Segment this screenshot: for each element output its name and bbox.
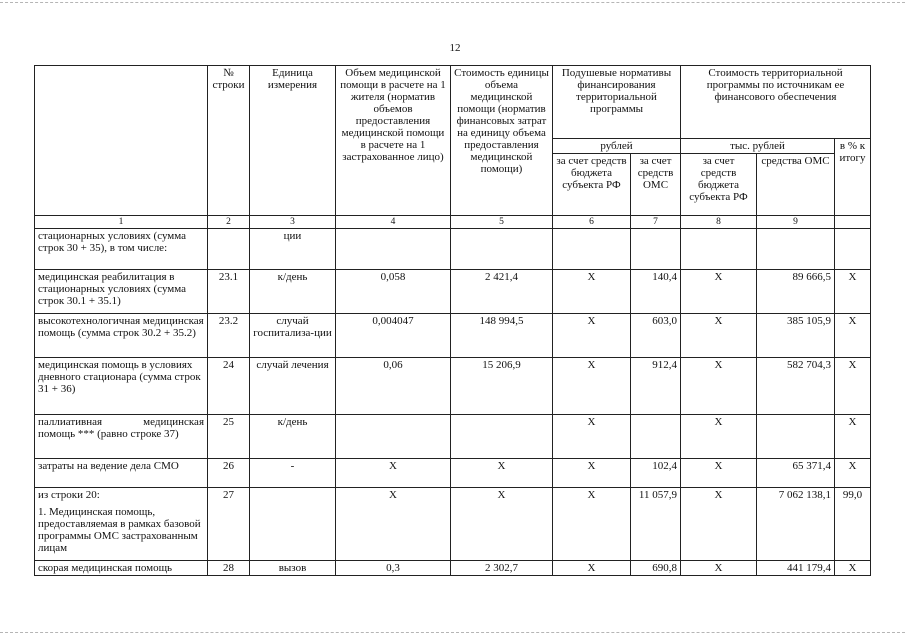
header-description [35, 66, 208, 216]
column-number: 5 [451, 216, 553, 229]
row-unit: ции [250, 229, 336, 270]
table-row [35, 415, 871, 459]
column-number: 8 [681, 216, 757, 229]
scan-border-bottom [0, 632, 905, 634]
row-col6: 140,4 [631, 270, 681, 314]
row-col7: Х [681, 415, 757, 459]
table-row [35, 358, 871, 415]
row-unit: случай лечения [250, 358, 336, 415]
row-number: 23.2 [208, 314, 250, 358]
row-col9: Х [835, 459, 871, 488]
row-col8: 7 062 138,1 [757, 488, 835, 561]
row-description-cell [35, 488, 208, 561]
row-description: стационарных условиях (сумма строк 30 + 35), в том числе: [35, 229, 208, 270]
row-number: 28 [208, 561, 250, 576]
row-description: медицинская помощь в условиях дневного стационара (сумма строк 31 + 36) [35, 358, 208, 415]
row-col7: Х [681, 314, 757, 358]
header-unit: Единица измерения [250, 66, 336, 216]
row-unit-cost: Х [451, 488, 553, 561]
row-volume: 0,06 [336, 358, 451, 415]
row-col9: Х [835, 358, 871, 415]
row-col7: Х [681, 459, 757, 488]
row-col7: Х [681, 488, 757, 561]
row-unit-cost: 2 421,4 [451, 270, 553, 314]
row-unit-cost: 148 994,5 [451, 314, 553, 358]
row-col7 [681, 229, 757, 270]
header-budget-col7: за счет средств бюджета субъекта РФ [681, 154, 757, 216]
row-volume: Х [336, 459, 451, 488]
scan-border-top [0, 2, 905, 4]
row-col6: 11 057,9 [631, 488, 681, 561]
row-col6: 690,8 [631, 561, 681, 576]
row-unit-cost [451, 229, 553, 270]
row-volume [336, 229, 451, 270]
row-col7: Х [681, 358, 757, 415]
row-col6 [631, 229, 681, 270]
header-volume: Объем медицинской помощи в расчете на 1 жителя (норматив объемов предоставления медицинской помощи в расчете на 1 застрахованное лицо) [336, 66, 451, 216]
row-col5: Х [553, 459, 631, 488]
row-unit-cost: 15 206,9 [451, 358, 553, 415]
row-col7: Х [681, 561, 757, 576]
row-unit: вызов [250, 561, 336, 576]
table-row [35, 488, 871, 561]
column-number: 9 [757, 216, 835, 229]
row-number [208, 229, 250, 270]
header-thousand-rubles: тыс. рублей [681, 139, 835, 154]
row-col8: 385 105,9 [757, 314, 835, 358]
row-number: 27 [208, 488, 250, 561]
header-per-capita: Подушевые нормативы финансирования территориальной программы [553, 66, 681, 139]
row-col8 [757, 415, 835, 459]
header-program-cost: Стоимость территориальной программы по источникам ее финансового обеспечения [681, 66, 871, 139]
column-number: 6 [553, 216, 631, 229]
row-unit: к/день [250, 415, 336, 459]
table-row [35, 459, 871, 488]
row-col7: Х [681, 270, 757, 314]
column-number: 1 [35, 216, 208, 229]
column-number: 4 [336, 216, 451, 229]
row-col5: Х [553, 561, 631, 576]
header-unit-cost: Стоимость единицы объема медицинской помощи (норматив финансовых затрат на единицу объема предоставления медицинской помощи) [451, 66, 553, 216]
row-number: 26 [208, 459, 250, 488]
row-unit-cost [451, 415, 553, 459]
row-col9: Х [835, 561, 871, 576]
page-number: 12 [449, 42, 461, 54]
row-unit: - [250, 459, 336, 488]
row-col6 [631, 415, 681, 459]
column-number: 3 [250, 216, 336, 229]
row-col8: 441 179,4 [757, 561, 835, 576]
row-unit: к/день [250, 270, 336, 314]
row-description: затраты на ведение дела СМО [35, 459, 208, 488]
row-unit [250, 488, 336, 561]
column-number-row [35, 216, 871, 229]
row-description: паллиативная медицинская помощь *** (равно строке 37) [35, 415, 208, 459]
row-col5: Х [553, 314, 631, 358]
column-number: 2 [208, 216, 250, 229]
table-row [35, 229, 871, 270]
row-col5: Х [553, 415, 631, 459]
row-col9 [835, 229, 871, 270]
column-number [835, 216, 871, 229]
row-number: 25 [208, 415, 250, 459]
header-oms-col8: средства ОМС [757, 154, 835, 216]
header-rubles: рублей [553, 139, 681, 154]
row-description: скорая медицинская помощь [35, 561, 208, 576]
header-oms-col6: за счет средств ОМС [631, 154, 681, 216]
row-volume: 0,058 [336, 270, 451, 314]
row-col8: 582 704,3 [757, 358, 835, 415]
row-description: высокотехнологичная медицинская помощь (сумма строк 30.2 + 35.2) [35, 314, 208, 358]
row-volume [336, 415, 451, 459]
row-description-sub: 1. Медицинская помощь, предоставляемая в рамках базовой программы ОМС застрахованным лицам [38, 506, 201, 554]
row-col6: 912,4 [631, 358, 681, 415]
row-unit: случай госпитализа-ции [250, 314, 336, 358]
header-row-1 [35, 66, 871, 139]
header-row-number: № строки [208, 66, 250, 216]
row-unit-cost: 2 302,7 [451, 561, 553, 576]
row-col9: Х [835, 314, 871, 358]
header-budget-col5: за счет средств бюджета субъекта РФ [553, 154, 631, 216]
row-number: 23.1 [208, 270, 250, 314]
table-row [35, 314, 871, 358]
row-number: 24 [208, 358, 250, 415]
row-col8 [757, 229, 835, 270]
table-row [35, 270, 871, 314]
row-volume: 0,3 [336, 561, 451, 576]
financing-table [34, 65, 871, 576]
row-col9: Х [835, 270, 871, 314]
row-col9: 99,0 [835, 488, 871, 561]
row-description: из строки 20: [38, 489, 100, 501]
row-col9: Х [835, 415, 871, 459]
row-col6: 102,4 [631, 459, 681, 488]
row-col8: 89 666,5 [757, 270, 835, 314]
table-row [35, 561, 871, 576]
column-number: 7 [631, 216, 681, 229]
row-volume: 0,004047 [336, 314, 451, 358]
row-col5: Х [553, 488, 631, 561]
row-volume: Х [336, 488, 451, 561]
row-col5: Х [553, 270, 631, 314]
row-col8: 65 371,4 [757, 459, 835, 488]
row-col5 [553, 229, 631, 270]
row-unit-cost: Х [451, 459, 553, 488]
row-col5: Х [553, 358, 631, 415]
header-percent-of-total: в % к итогу [835, 139, 871, 216]
row-col6: 603,0 [631, 314, 681, 358]
row-description: медицинская реабилитация в стационарных условиях (сумма строк 30.1 + 35.1) [35, 270, 208, 314]
